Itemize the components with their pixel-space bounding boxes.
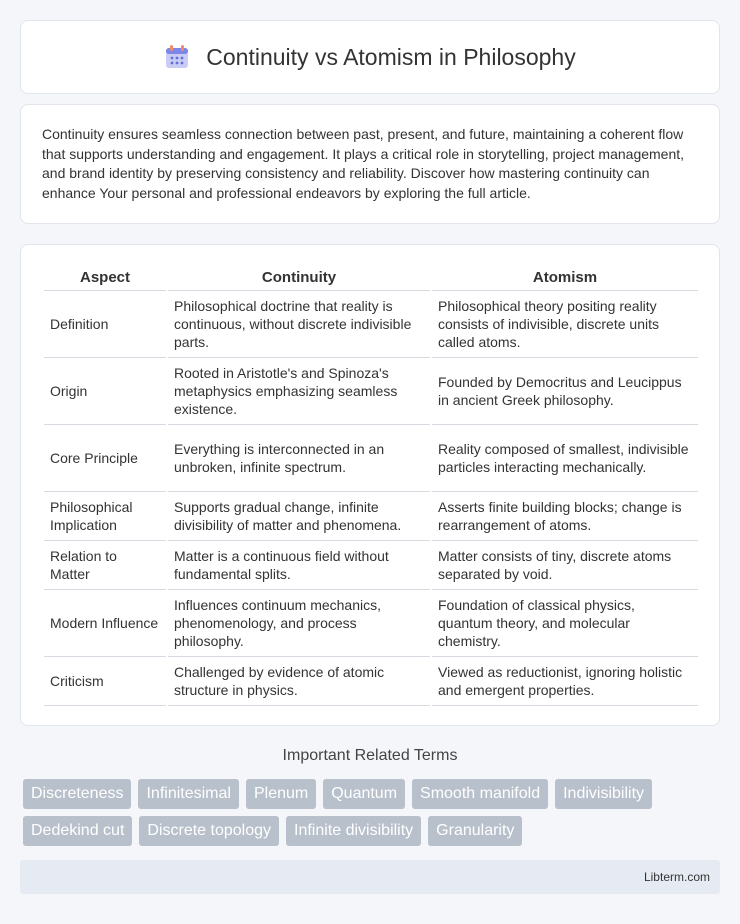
related-term-tag[interactable]: Plenum xyxy=(246,779,316,809)
cell-aspect: Definition xyxy=(44,291,166,358)
cell-aspect: Criticism xyxy=(44,657,166,706)
cell-atomism: Foundation of classical physics, quantum theory, and molecular chemistry. xyxy=(432,590,698,657)
cell-continuity: Rooted in Aristotle's and Spinoza's metaphysics emphasizing seamless existence. xyxy=(168,358,430,425)
table-header-row xyxy=(44,267,698,291)
related-term-tag[interactable]: Granularity xyxy=(428,816,522,846)
cell-aspect: Philosophical Implication xyxy=(44,492,166,541)
cell-aspect: Modern Influence xyxy=(44,590,166,657)
related-term-tag[interactable]: Discrete topology xyxy=(139,816,279,846)
cell-atomism: Matter consists of tiny, discrete atoms separated by void. xyxy=(432,541,698,590)
comparison-card xyxy=(20,244,720,726)
table-row xyxy=(44,291,698,358)
table-row xyxy=(44,657,698,706)
table-row xyxy=(44,425,698,492)
cell-aspect: Relation to Matter xyxy=(44,541,166,590)
related-term-tag[interactable]: Quantum xyxy=(323,779,405,809)
cell-atomism: Reality composed of smallest, indivisible particles interacting mechanically. xyxy=(432,425,698,492)
cell-atomism: Asserts finite building blocks; change is rearrangement of atoms. xyxy=(432,492,698,541)
cell-atomism: Philosophical theory positing reality consists of indivisible, discrete units called atoms. xyxy=(432,291,698,358)
cell-continuity: Philosophical doctrine that reality is continuous, without discrete indivisible parts. xyxy=(168,291,430,358)
related-term-tag[interactable]: Infinite divisibility xyxy=(286,816,421,846)
header-continuity: Continuity xyxy=(168,267,430,291)
intro-text: Continuity ensures seamless connection between past, present, and future, maintaining a coherent flow that supports understanding and engagement. It plays a critical role in storytelling, project management, and brand identity by preserving consistency and reliability. Discover how mastering continuity can enhance Your personal and professional endeavors by exploring the full article. xyxy=(42,126,685,201)
cell-atomism: Founded by Democritus and Leucippus in ancient Greek philosophy. xyxy=(432,358,698,425)
table-row xyxy=(44,358,698,425)
related-terms-list xyxy=(23,779,723,853)
title-card xyxy=(20,20,720,94)
cell-continuity: Supports gradual change, infinite divisibility of matter and phenomena. xyxy=(168,492,430,541)
cell-continuity: Matter is a continuous field without fundamental splits. xyxy=(168,541,430,590)
related-term-tag[interactable]: Discreteness xyxy=(23,779,131,809)
calendar-icon xyxy=(164,44,190,70)
table-row xyxy=(44,590,698,657)
cell-atomism: Viewed as reductionist, ignoring holistic and emergent properties. xyxy=(432,657,698,706)
related-term-tag[interactable]: Dedekind cut xyxy=(23,816,132,846)
footer xyxy=(20,860,720,894)
page-title: Continuity vs Atomism in Philosophy xyxy=(206,43,576,70)
intro-card xyxy=(20,104,720,224)
comparison-table xyxy=(42,267,700,706)
cell-continuity: Influences continuum mechanics, phenomenology, and process philosophy. xyxy=(168,590,430,657)
header-aspect: Aspect xyxy=(44,267,166,291)
header-atomism: Atomism xyxy=(432,267,698,291)
related-term-tag[interactable]: Infinitesimal xyxy=(138,779,238,809)
cell-continuity: Everything is interconnected in an unbroken, infinite spectrum. xyxy=(168,425,430,492)
cell-aspect: Origin xyxy=(44,358,166,425)
table-row xyxy=(44,541,698,590)
related-term-tag[interactable]: Indivisibility xyxy=(555,779,652,809)
footer-site-link[interactable]: Libterm.com xyxy=(643,870,710,884)
cell-continuity: Challenged by evidence of atomic structure in physics. xyxy=(168,657,430,706)
cell-aspect: Core Principle xyxy=(44,425,166,492)
table-row xyxy=(44,492,698,541)
related-term-tag[interactable]: Smooth manifold xyxy=(412,779,548,809)
related-terms-title: Important Related Terms xyxy=(282,747,458,764)
